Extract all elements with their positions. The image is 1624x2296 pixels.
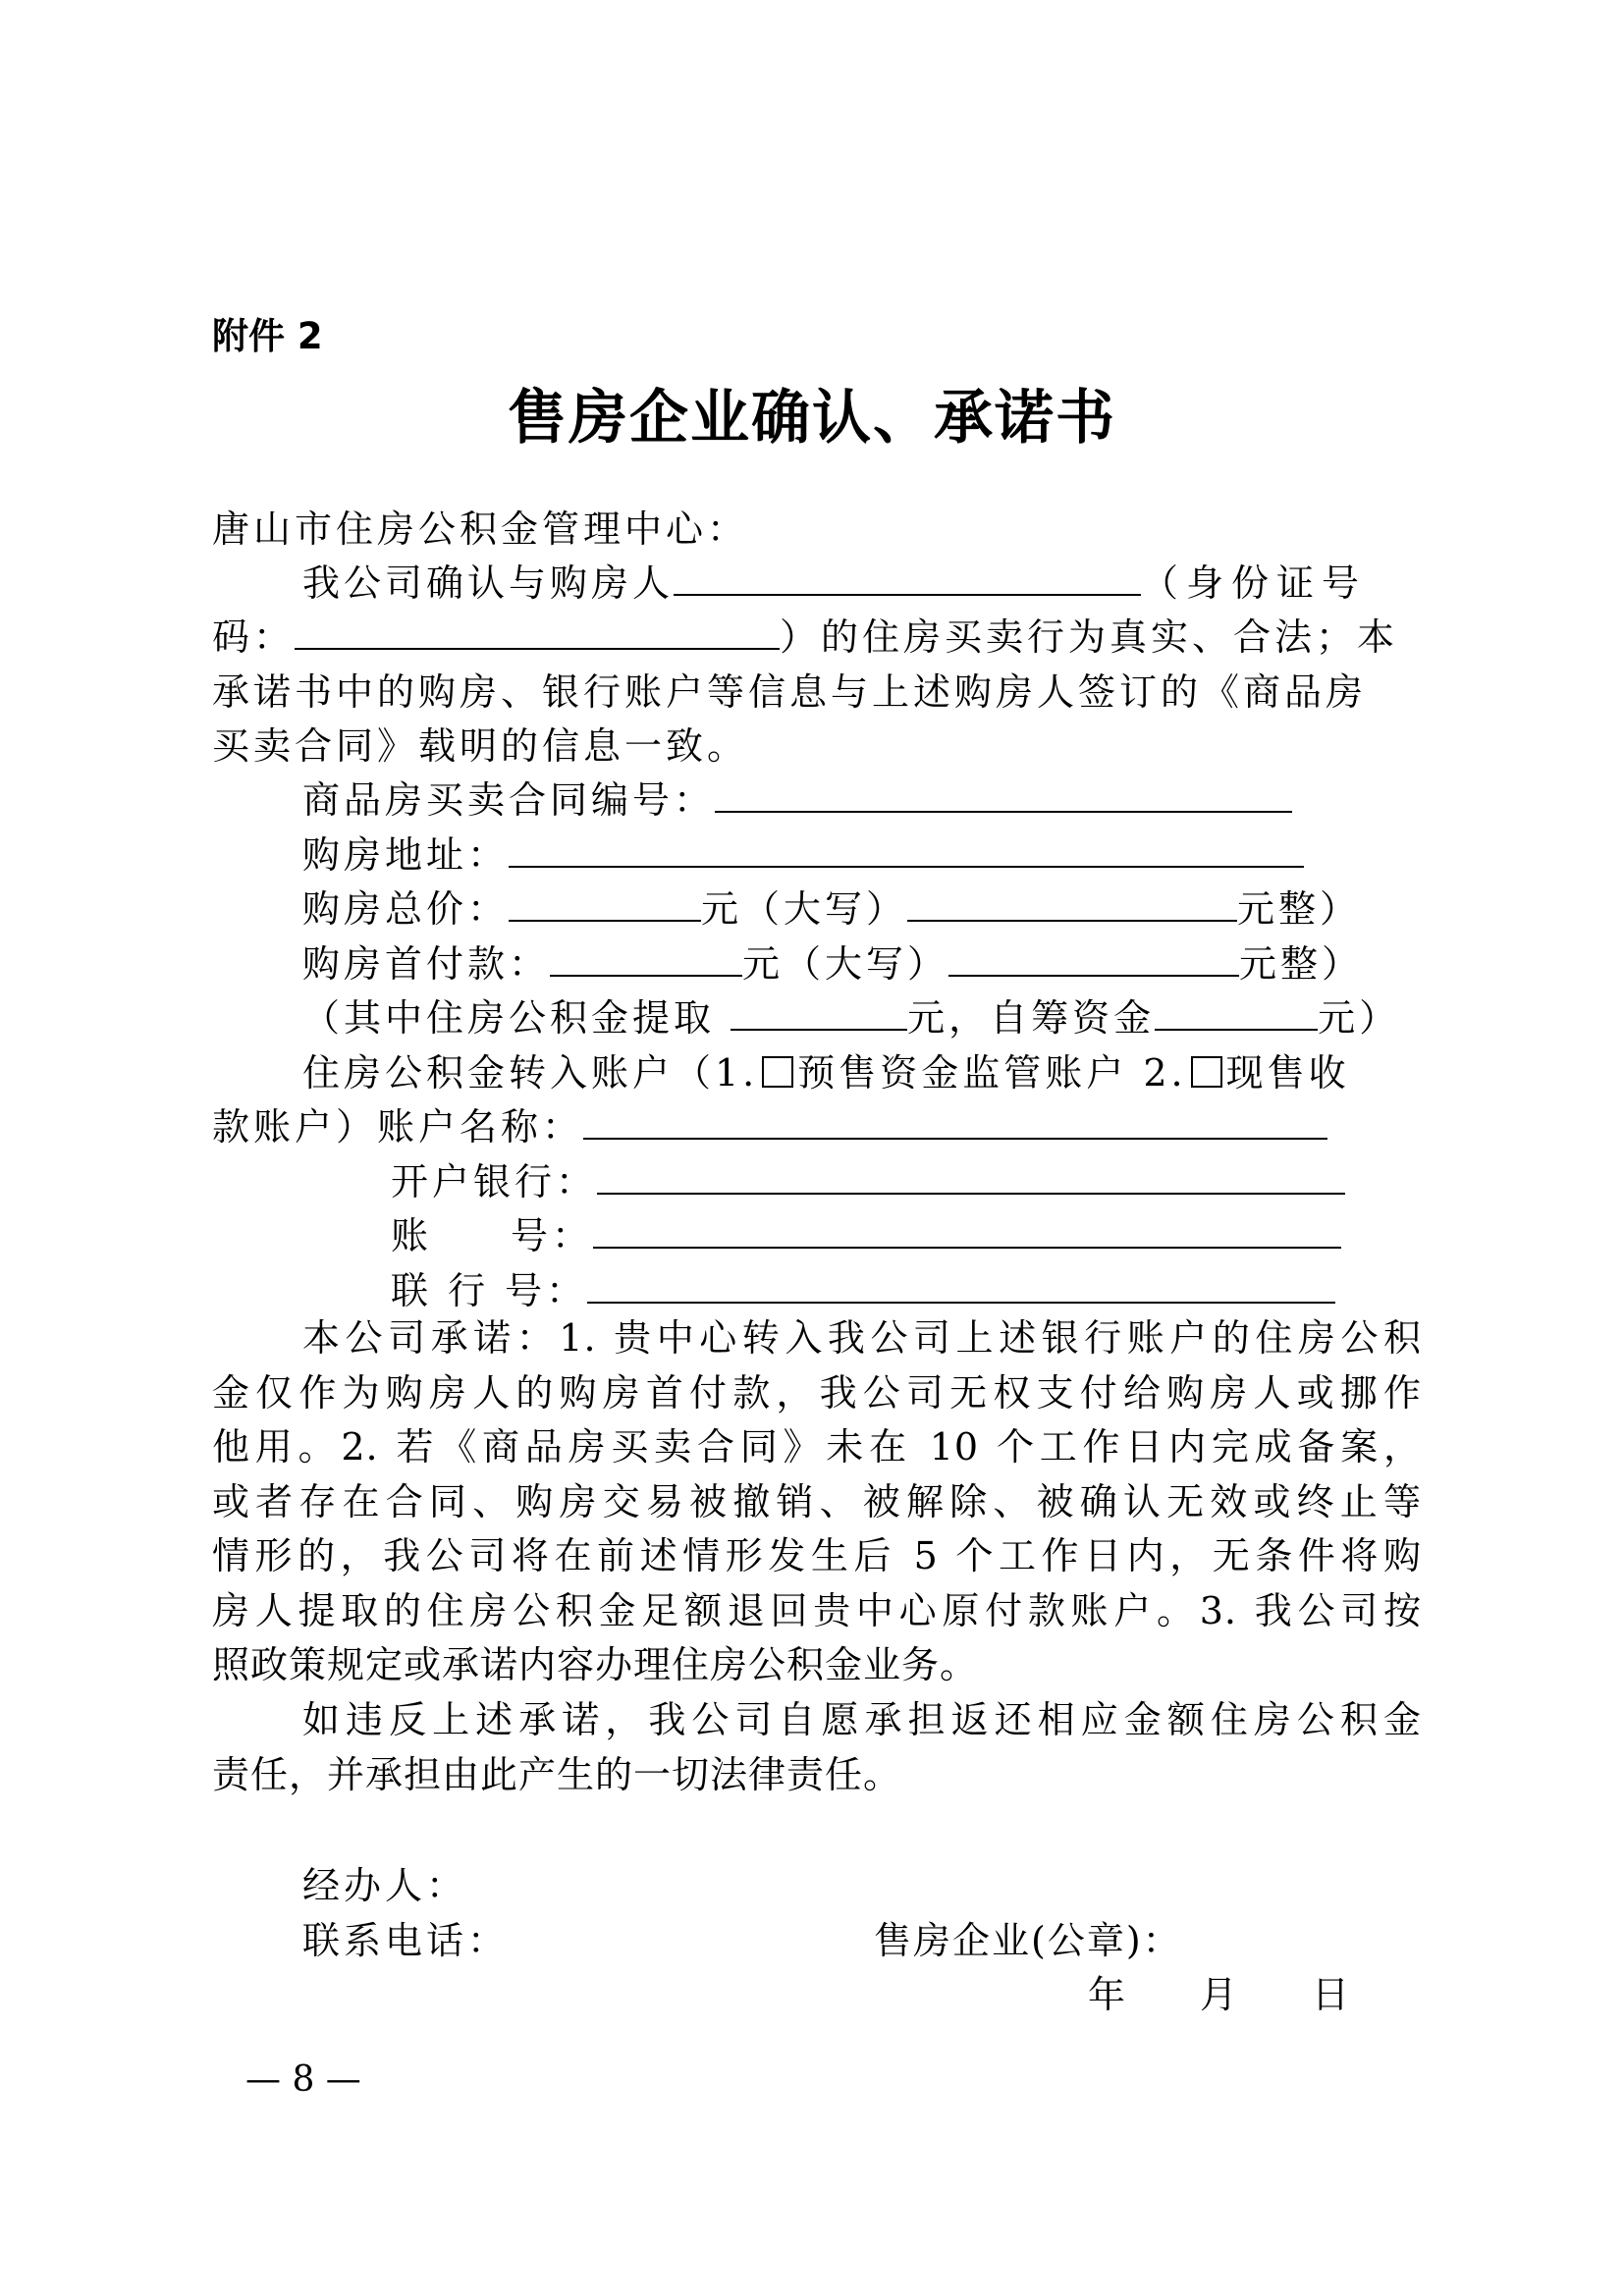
account-number-row — [391, 1205, 1341, 1259]
promise-line: 他用。2. 若《商品房买卖合同》未在 10 个工作日内完成备案， — [212, 1425, 1422, 1468]
confirm-text-2a: 码： — [212, 615, 296, 659]
bank-code-row — [391, 1260, 1335, 1314]
account-number-label-1: 账 — [391, 1214, 433, 1257]
bank-label: 开户银行： — [391, 1160, 598, 1203]
promise-line: 照政策规定或承诺内容办理住房公积金业务。 — [212, 1643, 979, 1686]
violation-line: 如违反上述承诺，我公司自愿承担返还相应金额住房公积金 — [302, 1698, 1422, 1741]
contract-number-label: 商品房买卖合同编号： — [302, 778, 716, 822]
down-payment-capital-field[interactable] — [948, 939, 1239, 977]
day-label: 日 — [1312, 1973, 1354, 2016]
presale-account-checkbox[interactable] — [762, 1056, 793, 1088]
handler-label: 经办人： — [302, 1864, 468, 1907]
confirm-text-1b: （身份证号 — [1141, 561, 1368, 605]
bank-field[interactable] — [597, 1157, 1345, 1195]
account-type-row — [302, 1042, 1350, 1096]
provident-fund-field[interactable] — [731, 993, 907, 1031]
down-payment-label: 购房首付款： — [302, 942, 551, 986]
promise-paragraph — [212, 1311, 1422, 1693]
provident-fund-label: （其中住房公积金提取 — [302, 996, 716, 1040]
promise-line: 或者存在合同、购房交易被撤销、被解除、被确认无效或终止等 — [212, 1479, 1422, 1523]
account-number-field[interactable] — [593, 1211, 1341, 1249]
promise-line: 金仅作为购房人的购房首付款，我公司无权支付给购房人或挪作 — [212, 1370, 1422, 1415]
confirm-text-1a: 我公司确认与购房人 — [302, 561, 675, 605]
promise-line: 房人提取的住房公积金足额退回贵中心原付款账户。3. 我公司按 — [212, 1588, 1422, 1632]
confirm-text-2b: ）的住房买卖行为真实、合法；本 — [780, 615, 1399, 659]
total-price-label: 购房总价： — [302, 887, 510, 931]
bank-code-label: 联 行 号： — [391, 1269, 588, 1312]
down-payment-row — [302, 934, 1363, 988]
promise-line: 情形的，我公司将在前述情形发生后 5 个工作日内，无条件将购 — [212, 1534, 1422, 1577]
total-price-field[interactable] — [509, 884, 701, 922]
total-price-unit: 元（大写） — [701, 887, 908, 931]
provident-fund-row — [302, 988, 1400, 1041]
id-number-field[interactable] — [295, 613, 780, 650]
address-label: 购房地址： — [302, 833, 510, 877]
account-type-label: 住房公积金转入账户（1. — [302, 1051, 759, 1095]
confirm-line-2 — [212, 607, 1398, 661]
self-funds-label: 元，自筹资金 — [907, 996, 1156, 1040]
contract-number-row — [302, 770, 1292, 824]
down-payment-unit: 元（大写） — [742, 942, 949, 986]
contract-number-field[interactable] — [715, 775, 1292, 813]
annex-label: 附件 2 — [212, 315, 323, 357]
page-number: — 8 — — [245, 2059, 361, 2100]
presale-account-label: 预售资金监管账户 2. — [797, 1051, 1187, 1095]
down-payment-suffix: 元整） — [1239, 942, 1364, 986]
total-price-suffix: 元整） — [1237, 887, 1362, 931]
violation-paragraph — [212, 1693, 1422, 1802]
account-name-row — [212, 1096, 1327, 1150]
confirm-line-4: 买卖合同》载明的信息一致。 — [212, 724, 749, 768]
total-price-capital-field[interactable] — [907, 884, 1237, 922]
bank-row — [391, 1151, 1345, 1205]
account-name-field[interactable] — [583, 1102, 1327, 1140]
phone-label: 联系电话： — [302, 1919, 510, 1962]
self-funds-suffix: 元） — [1318, 996, 1401, 1040]
current-sale-account-label: 现售收 — [1225, 1051, 1350, 1095]
company-seal-label: 售房企业(公章)： — [874, 1919, 1182, 1962]
address-row — [302, 825, 1304, 879]
buyer-name-field[interactable] — [674, 559, 1141, 596]
page-title: 售房企业确认、承诺书 — [508, 384, 1116, 453]
promise-line: 本公司承诺：1. 贵中心转入我公司上述银行账户的住房公积 — [302, 1316, 1422, 1360]
total-price-row — [302, 879, 1361, 933]
date-row — [1088, 1964, 1353, 2018]
self-funds-field[interactable] — [1155, 993, 1318, 1031]
month-label: 月 — [1200, 1973, 1242, 2016]
address-field[interactable] — [509, 830, 1304, 868]
confirm-line-1 — [302, 553, 1367, 607]
account-number-label-2: 号： — [511, 1214, 594, 1257]
down-payment-field[interactable] — [550, 939, 742, 977]
bank-code-field[interactable] — [587, 1266, 1335, 1304]
year-label: 年 — [1088, 1973, 1130, 2016]
confirm-line-3: 承诺书中的购房、银行账户等信息与上述购房人签订的《商品房 — [212, 670, 1368, 714]
account-name-label: 款账户）账户名称： — [212, 1105, 584, 1148]
recipient: 唐山市住房公积金管理中心： — [212, 507, 749, 551]
current-sale-account-checkbox[interactable] — [1191, 1056, 1222, 1088]
violation-line: 责任，并承担由此产生的一切法律责任。 — [212, 1752, 902, 1796]
